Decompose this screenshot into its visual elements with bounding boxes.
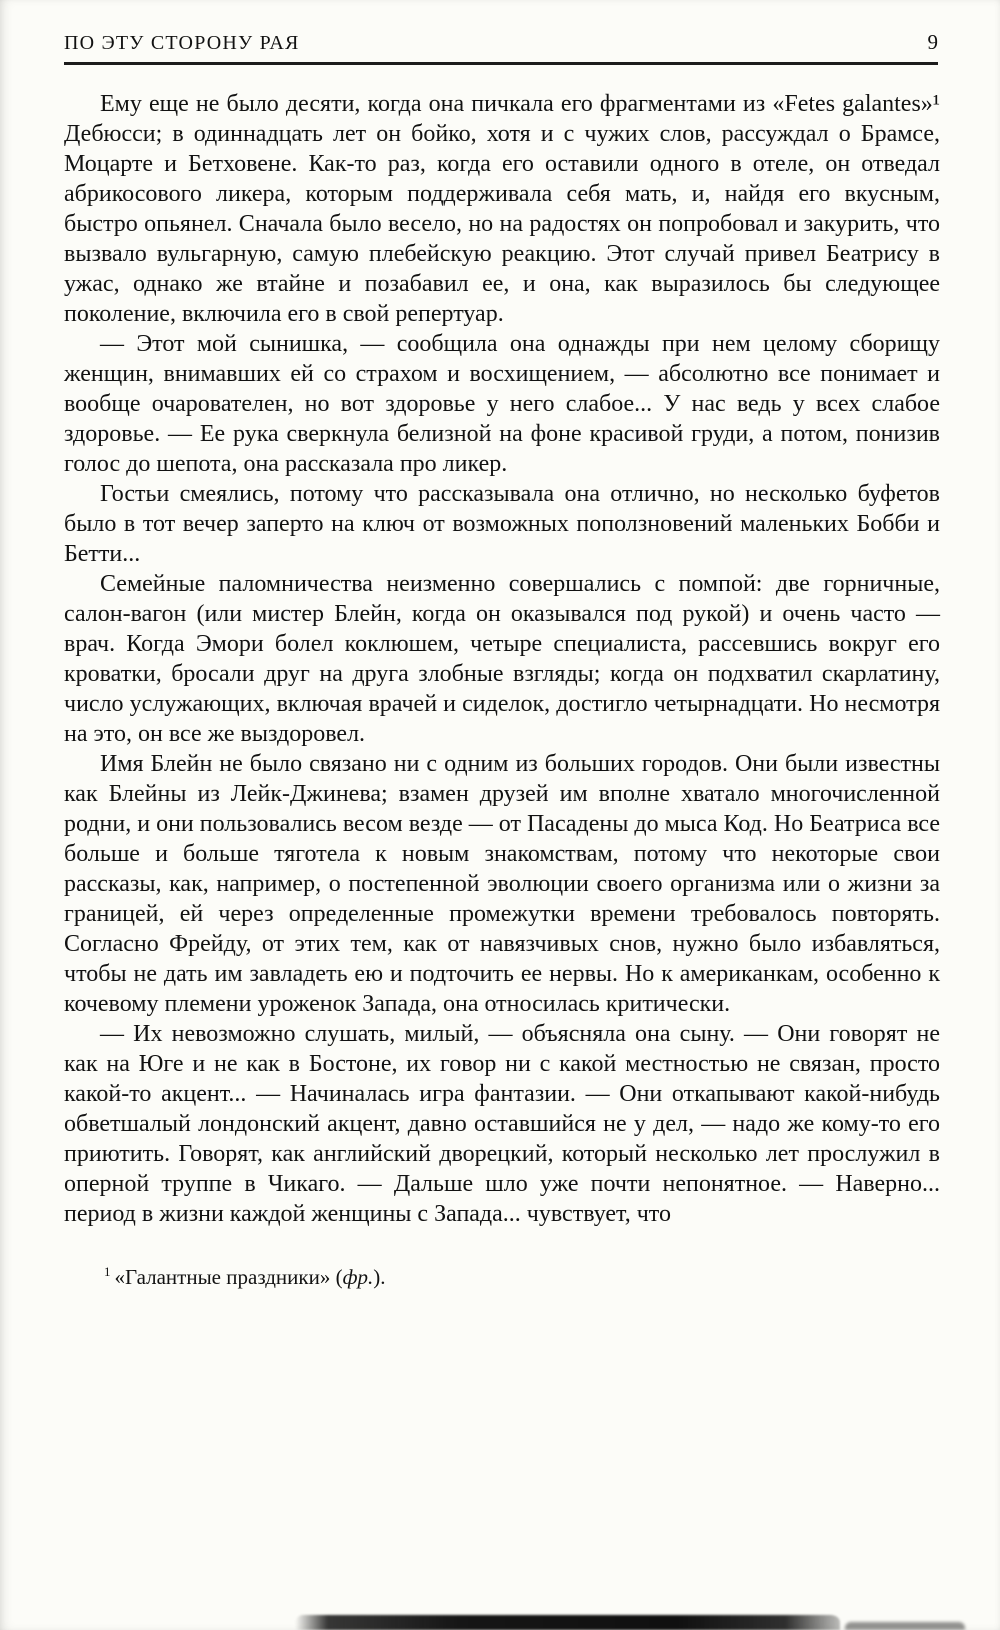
page-body <box>64 89 940 1229</box>
footnote <box>104 1259 940 1290</box>
scan-artifact <box>295 1615 840 1630</box>
paragraph: — Их невозможно слушать, милый, — объясняла она сыну. — Они говорят не как на Юге и не как в Бостоне, их говор ни с какой местностью не связан, просто какой-то акцент... — Начиналась игра фантазии. — Они откапывают какой-нибудь обветшалый лондонский акцент, давно оставшийся не у дел, — надо же кому-то его приютить. Говорят, как английский дворецкий, который несколько лет прослужил в оперной труппе в Чикаго. — Дальше шло уже почти непонятное. — Наверно... период в жизни каждой женщины с Запада... чувствует, что <box>64 1021 940 1227</box>
paragraph: Имя Блейн не было связано ни с одним из больших городов. Они были известны как Блейны из Лейк-Джинева; взамен друзей им вполне хватало многочисленной родни, и они пользовались весом везде — от Пасадены до мыса Код. Но Беатриса все больше и больше тяготела к новым знакомствам, потому что некоторые свои рассказы, как, например, о постепенной эволюции своего организма или о жизни за границей, ей через определенные промежутки времени требовалось повторять. Согласно Фрейду, от этих тем, как от навязчивых снов, нужно было избавляться, чтобы не дать им завладеть ею и подточить ее нервы. Но к американкам, особенно к кочевому племени уроженок Запада, она относилась критически. <box>64 751 940 1017</box>
paragraph: Семейные паломничества неизменно совершались с помпой: две горничные, салон-вагон (или мистер Блейн, когда он оказывался под рукой) и очень часто — врач. Когда Эмори болел коклюшем, четыре специалиста, рассевшись вокруг его кроватки, бросали друг на друга злобные взгляды; когда он подхватил скарлатину, число услужающих, включая врачей и сиделок, достигло четырнадцати. Но несмотря на это, он все же выздоровел. <box>64 571 940 747</box>
paragraph: Ему еще не было десяти, когда она пичкала его фрагментами из «Fetes galantes»¹ Дебюсси; в одиннадцать лет он бойко, хотя и с чужих слов, рассуждал о Брамсе, Моцарте и Бетховене. Как-то раз, когда его оставили одного в отеле, он отведал абрикосового ликера, которым поддерживала себя мать, и, найдя его вкусным, быстро опьянел. Сначала было весело, но на радостях он попробовал и закурить, что вызвало вульгарную, самую плебейскую реакцию. Этот случай привел Беатрису в ужас, однако же втайне и позабавил ее, и она, как выразилось бы следующее поколение, включила его в свой репертуар. <box>64 91 940 327</box>
paragraph: — Этот мой сынишка, — сообщила она однажды при нем целому сборищу женщин, внимавших ей со страхом и восхищением, — абсолютно все понимает и вообще очарователен, но вот здоровье у него слабое... У нас ведь у всех слабое здоровье. — Ее рука сверкнула белизной на фоне красивой груди, а потом, понизив голос до шепота, она рассказала про ликер. <box>64 331 940 477</box>
page-number: 9 <box>927 30 938 54</box>
page-header <box>64 30 938 55</box>
footnote-text-end: ). <box>373 1265 386 1289</box>
footnote-text: «Галантные праздники» ( <box>114 1265 343 1289</box>
header-rule <box>64 62 938 65</box>
footnote-marker: 1 <box>104 1264 111 1279</box>
paragraph: Гостьи смеялись, потому что рассказывала она отлично, но несколько буфетов было в тот вечер заперто на ключ от возможных поползновений маленьких Бобби и Бетти... <box>64 481 940 567</box>
footnote-language: фр. <box>342 1265 374 1289</box>
running-title: ПО ЭТУ СТОРОНУ РАЯ <box>64 32 300 54</box>
scan-artifact-small <box>845 1622 965 1630</box>
